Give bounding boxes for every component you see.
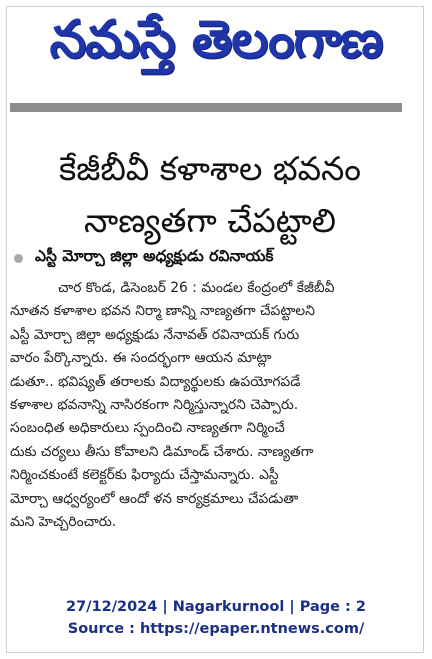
footer-source: Source : https://epaper.ntnews.com/ [67, 621, 365, 637]
body-line: నిర్మించకుంటే కలెక్టర్‌కు ఫిర్యాదు చేస్తామన్నారు. ఎస్టీ [10, 467, 279, 484]
body-line: ఎస్టీ మోర్చా జిల్లా అధ్యక్షుడు నేనావత్ రవినాయక్ గురు [10, 326, 300, 343]
body-line: కళాశాల భవనాన్ని నాసిరకంగా నిర్మిస్తున్నారని చెప్పారు. [10, 397, 299, 414]
body-line: దుకు చర్యలు తీసు కోవాలని డిమాండ్ చేశారు. నాణ్యతగా [10, 443, 314, 460]
body-line: చార కొండ, డిసెంబర్ 26 : మండల కేంద్రంలో కేజీబీవీ [58, 280, 335, 296]
body-line: మోర్చా ఆధ్వర్యంలో ఆందో ళన కార్యక్రమాలు చేపడుతా [10, 490, 299, 507]
headline-line: నాణ్యతగా చేపట్టాలి [83, 201, 337, 240]
subheadline-text: ఎస్టీ మోర్చా జిల్లా అధ్యక్షుడు రవినాయక్ [35, 247, 274, 265]
body-line: మని హెచ్చరించారు. [10, 514, 117, 531]
body-line: సంబంధిత అధికారులు స్పందించి నాణ్యతగా నిర్మించే [10, 420, 285, 437]
clipping-footer [0, 596, 432, 640]
headline-line: కేజీబీవీ కళాశాల భవనం [58, 149, 361, 188]
footer-meta: 27/12/2024 | Nagarkurnool | Page : 2 [66, 599, 366, 615]
bullet-icon [14, 254, 23, 263]
masthead-divider [10, 103, 402, 112]
body-line: డుతూ.. భవిష్యత్ తరాలకు విద్యార్థులకు ఉపయోగపడే [10, 373, 301, 390]
body-line: వారం పేర్కొన్నారు. ఈ సందర్భంగా ఆయన మాట్లా [10, 350, 272, 367]
article-body [10, 277, 412, 534]
newspaper-masthead: నమస్తే తెలంగాణ [49, 9, 383, 70]
body-line: నూతన కళాశాల భవన నిర్మా ణాన్ని నాణ్యతగా చేపట్టాలని [10, 303, 315, 320]
article-subheadline [14, 245, 414, 271]
article-headline [10, 143, 410, 247]
